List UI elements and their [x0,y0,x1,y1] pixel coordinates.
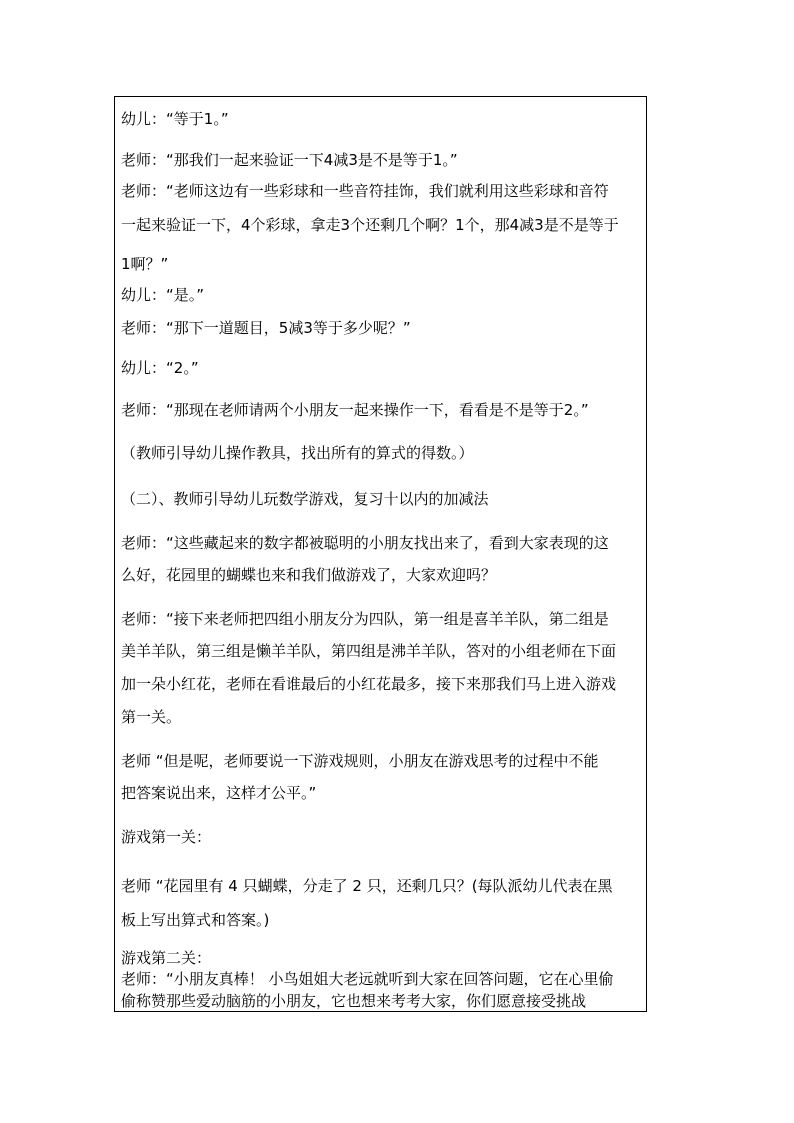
dialogue-line: 老师：“小朋友真棒！ 小鸟姐姐大老远就听到大家在回答问题，它在心里偷 [121,970,614,988]
dialogue-line: 偷称赞那些爱动脑筋的小朋友，它也想来考考大家，你们愿意接受挑战 [121,992,587,1010]
dialogue-line: 老师：“那下一道题目，5减3等于多少呢？” [121,319,411,337]
dialogue-line: 把答案说出来，这样才公平。” [121,784,317,802]
dialogue-line: 老师：“这些藏起来的数字都被聪明的小朋友找出来了，看到大家表现的这 [121,534,609,552]
dialogue-line: 老师：“接下来老师把四组小朋友分为四队，第一组是喜羊羊队，第二组是 [121,610,609,628]
note-line: （教师引导幼儿操作教具，找出所有的算式的得数。） [121,444,474,462]
dialogue-line: 老师：“那我们一起来验证一下4减3是不是等于1。” [121,151,458,169]
section-heading: （二）、教师引导幼儿玩数学游戏，复习十以内的加减法 [121,490,489,508]
dialogue-line: 幼儿：“2。” [121,359,199,377]
dialogue-line: 1啊？” [121,255,169,273]
dialogue-line: 幼儿：“等于1。” [121,110,229,128]
dialogue-line: 加一朵小红花，老师在看谁最后的小红花最多，接下来那我们马上进入游戏 [121,675,617,693]
game-stage-heading: 游戏第一关： [121,828,212,846]
dialogue-line: 老师 “但是呢，老师要说一下游戏规则，小朋友在游戏思考的过程中不能 [121,752,599,770]
dialogue-line: 板上写出算式和答案。) [121,911,270,929]
game-stage-heading: 游戏第二关： [121,949,212,967]
dialogue-line: 幼儿：“是。” [121,286,205,304]
dialogue-line: 第一关。 [121,708,182,726]
dialogue-line: 老师 “花园里有 4 只蝴蝶，分走了 2 只，还剩几只？(每队派幼儿代表在黑 [121,877,613,895]
dialogue-line: 一起来验证一下，4个彩球，拿走3个还剩几个啊？1个，那4减3是不是等于 [121,216,619,234]
dialogue-line: 老师：“老师这边有一些彩球和一些音符挂饰，我们就利用这些彩球和音符 [121,182,609,200]
dialogue-line: 美羊羊队，第三组是懒羊羊队，第四组是沸羊羊队，答对的小组老师在下面 [121,642,617,660]
dialogue-line: 老师：“那现在老师请两个小朋友一起来操作一下，看看是不是等于2。” [121,401,589,419]
dialogue-line: 么好，花园里的蝴蝶也来和我们做游戏了，大家欢迎吗？ [121,566,497,584]
